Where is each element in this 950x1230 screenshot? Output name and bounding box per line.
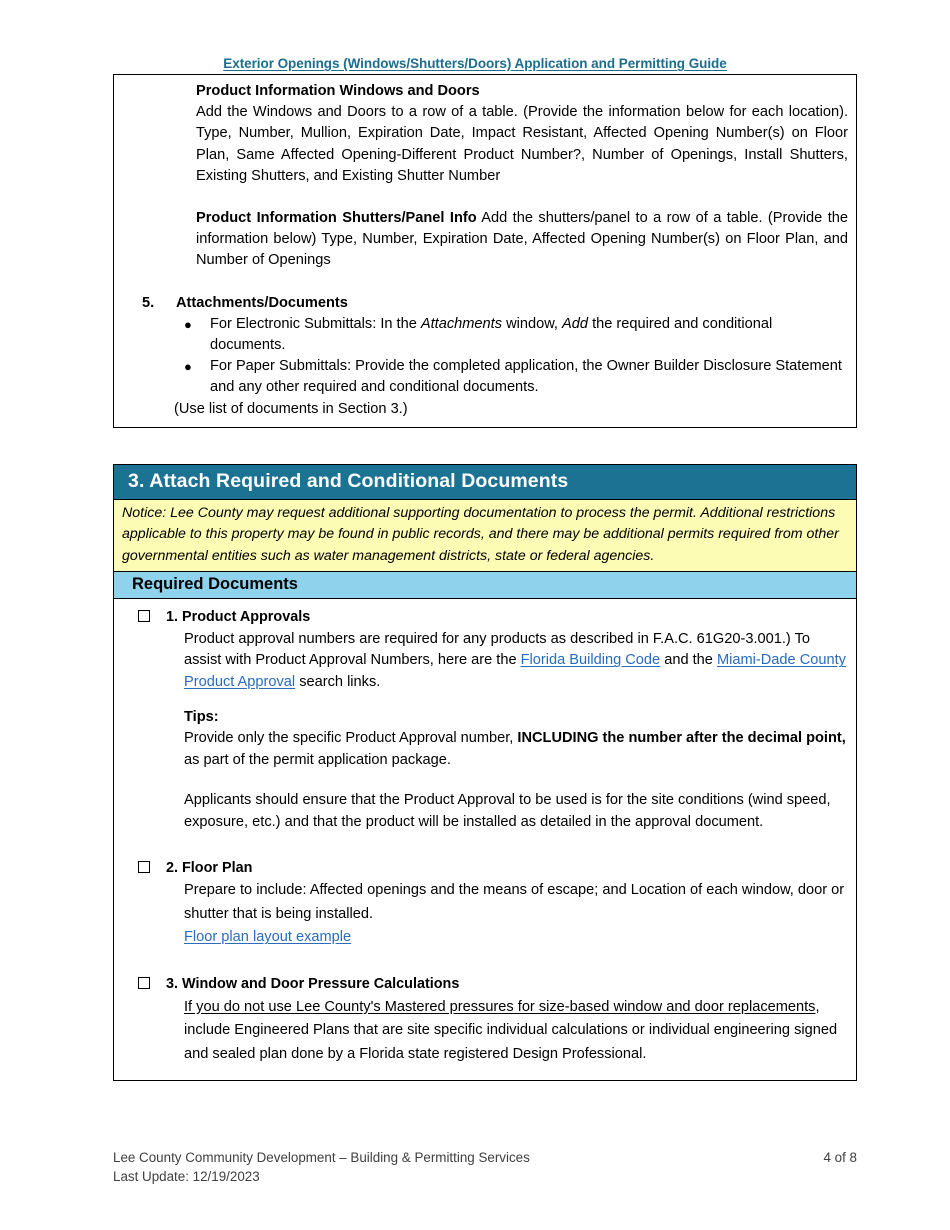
list-item [182, 356, 848, 398]
required-documents-body [113, 599, 857, 1081]
item-1-text-b: and the [660, 652, 717, 669]
required-document-item-1[interactable] [138, 607, 848, 629]
spacer [122, 272, 848, 293]
bullet-text-em2: Add [562, 315, 589, 332]
product-info-shutters-body: Add the shutters/panel to a row of a table. (Provide the information below) Type, Number, Expiration Date, Affected Opening Number(s) on Floor Plan, and Number of Openings [196, 210, 849, 269]
required-document-item-2[interactable] [138, 858, 848, 880]
bullet-text-pre: For Paper Submittals: Provide the completed application, the Owner Builder Disclosure Statement and any other required and conditional documents. [210, 358, 842, 396]
list-item-5 [142, 293, 848, 314]
section-reference-note: (Use list of documents in Section 3.) [174, 400, 408, 417]
bullet-text-mid: window, [502, 315, 563, 332]
tips-paragraph [184, 728, 848, 771]
tips-label: Tips: [184, 708, 219, 725]
required-document-item-3-body [184, 996, 848, 1067]
product-info-windows-heading: Product Information Windows and Doors [196, 83, 480, 99]
item-1-paragraph-2: Applicants should ensure that the Product Approval to be used is for the site conditions (wind speed, exposure, etc.) and that the product will be installed as detailed in the approval document. [184, 792, 831, 830]
item-2-link-row [184, 926, 848, 950]
footer-last-update: Last Update: 12/19/2023 [113, 1169, 260, 1184]
checkbox-icon[interactable] [138, 610, 150, 622]
spacer [184, 694, 848, 707]
section-3-notice: Notice: Lee County may request additional supporting documentation to process the permit. Additional restrictions applicable to this property may be found in public records, and there may be additional permits required from other governmental entities such as water management districts, state or federal agencies. [113, 499, 857, 572]
bullet-text-em1: Attachments [420, 315, 503, 332]
product-info-shutters-heading: Product Information Shutters/Panel Info [196, 210, 477, 227]
required-document-item-1-body [184, 629, 848, 834]
spacer [122, 187, 848, 208]
mastered-pressures-underlined-text[interactable]: If you do not use Lee County's Mastered pressures for size-based window and door replacements [184, 998, 816, 1015]
document-running-header: Exterior Openings (Windows/Shutters/Doors) Application and Permitting Guide [223, 56, 727, 71]
item-2-paragraph: Prepare to include: Affected openings and the means of escape; and Location of each window, door or shutter that is being installed. [184, 882, 845, 922]
list-item [182, 314, 848, 356]
checkbox-icon[interactable] [138, 977, 150, 989]
spacer [122, 834, 848, 858]
required-document-item-2-label: 2. Floor Plan [166, 859, 253, 876]
page-footer [113, 1148, 857, 1186]
checkbox-icon[interactable] [138, 861, 150, 873]
footer-department: Lee County Community Development – Building & Permitting Services [113, 1150, 530, 1165]
footer-page-number: 4 of 8 [823, 1150, 857, 1165]
tips-text-b: as part of the permit application package. [184, 751, 451, 768]
tips-text-a: Provide only the specific Product Approval number, [184, 730, 518, 747]
required-document-item-3-label: 3. Window and Door Pressure Calculations [166, 975, 460, 992]
tips-text-emphasis: INCLUDING the number after the decimal point, [517, 730, 846, 747]
item-1-text-c: search links. [295, 674, 381, 690]
spacer [122, 950, 848, 974]
required-document-item-1-label: 1. Product Approvals [166, 609, 311, 626]
item-1-text-a: Product approval numbers are required for any products as described in F.A.C. 61G20-3.001.) To assist with Product Approval Numbers, here are the [184, 630, 810, 669]
bullet-text-post: the required and conditional documents. [210, 315, 773, 354]
product-info-shutters-paragraph [196, 208, 848, 272]
section-3 [113, 464, 857, 1081]
bullet-text-pre: For Electronic Submittals: In the [210, 315, 421, 332]
spacer [184, 771, 848, 790]
florida-building-code-link[interactable]: Florida Building Code [520, 652, 661, 669]
required-document-item-2-body [184, 879, 848, 950]
floor-plan-layout-example-link[interactable]: Floor plan layout example [184, 929, 352, 946]
continued-instructions-box [113, 74, 857, 428]
miami-dade-product-approval-link[interactable]: Miami-Dade County Product Approval [184, 652, 846, 690]
required-documents-subheader: Required Documents [113, 572, 857, 599]
list-item-5-title: Attachments/Documents [176, 294, 348, 311]
bullet-icon: ● [184, 316, 192, 332]
list-item-5-number: 5. [142, 294, 155, 311]
product-info-windows-body: Add the Windows and Doors to a row of a table. (Provide the information below for each location). Type, Number, Mullion, Expiration Date, Impact Resistant, Affected Opening Number(s) on Floor Plan, Same Affected Opening-Different Product Number?, Number of Openings, Install Shutters, Existing Shutters, and Existing Shutter Number [196, 104, 848, 184]
required-document-item-3[interactable] [138, 974, 848, 996]
bullet-icon: ● [184, 359, 192, 375]
section-3-title-bar: 3. Attach Required and Conditional Documents [113, 464, 857, 499]
item-3-rest-text: , include Engineered Plans that are site specific individual calculations or individual engineering signed and sealed plan done by a Florida state registered Design Professional. [184, 998, 838, 1062]
